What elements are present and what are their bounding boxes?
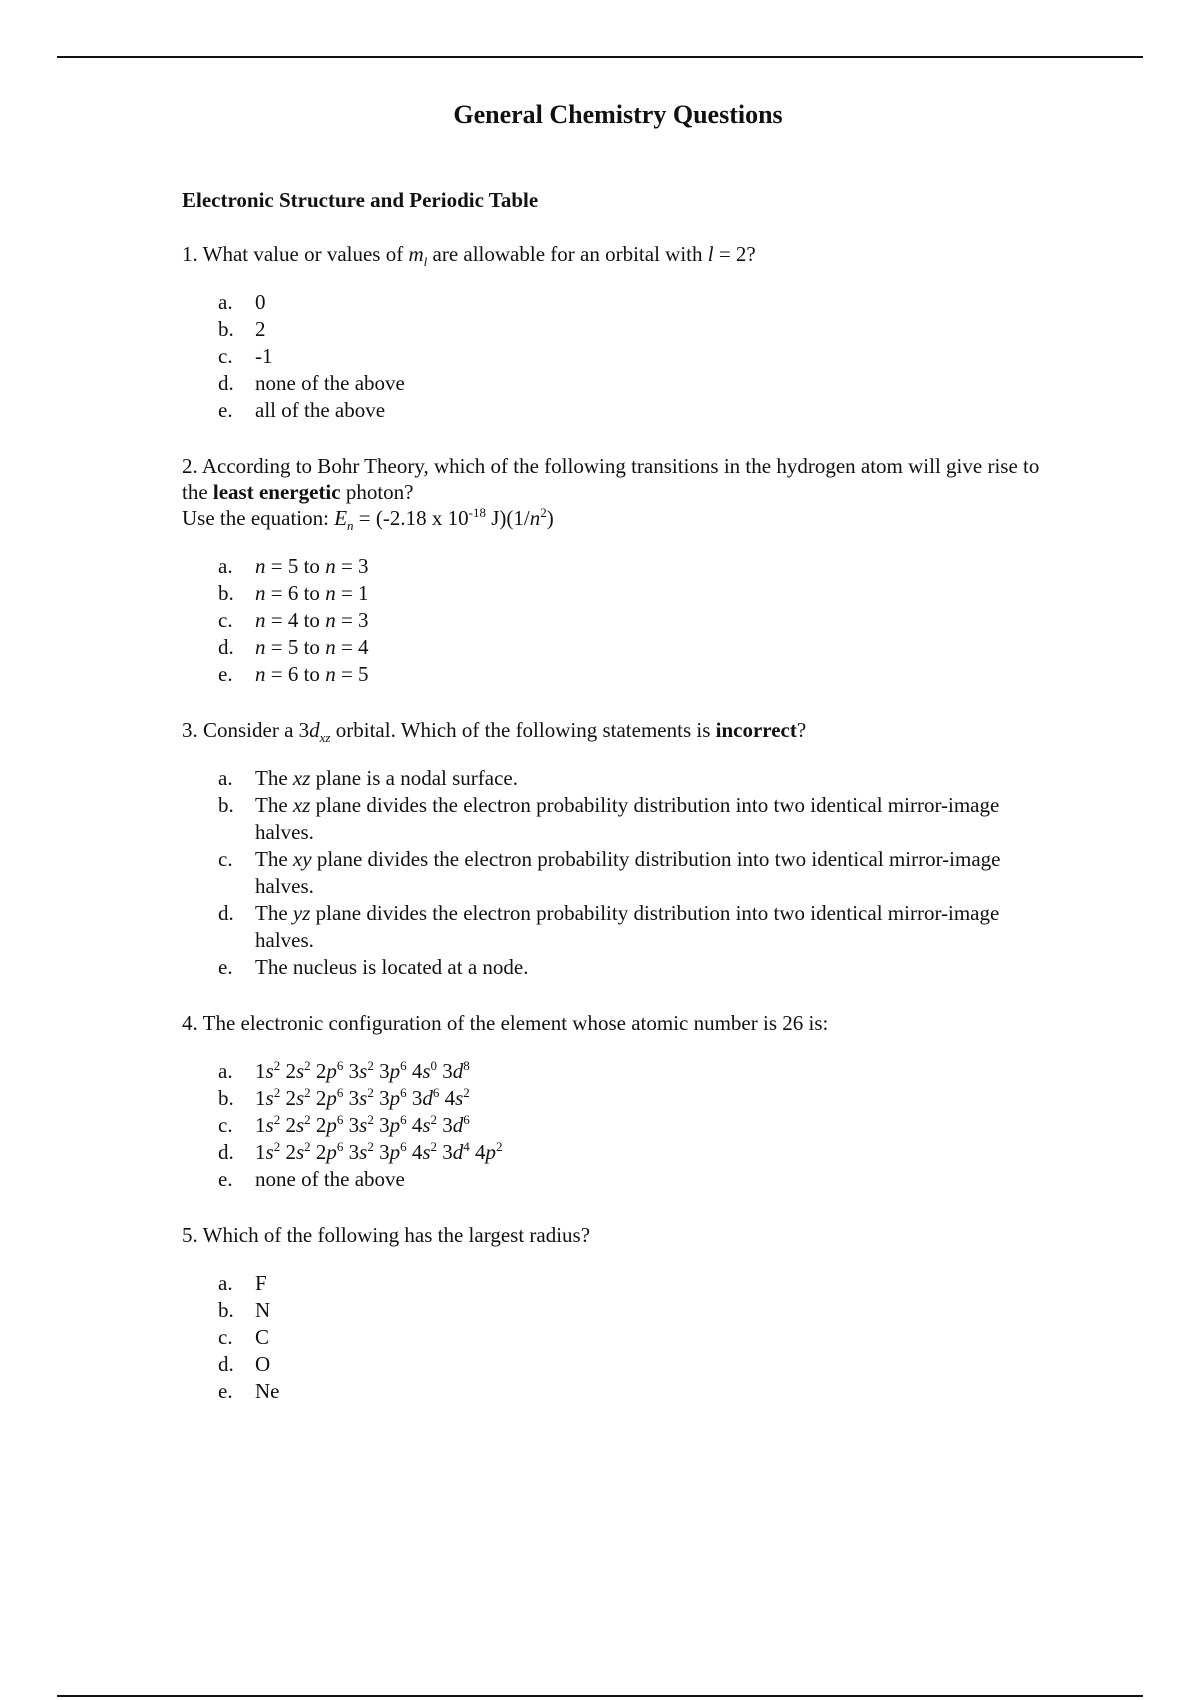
list-item: e. The nucleus is located at a node. [218, 955, 529, 979]
config-term: $3p^6$ [379, 1085, 407, 1110]
list-item: c. The xy plane divides the electron probability distribution into two identical mirror-image halves. [218, 847, 1001, 898]
config-term: $1s^2$ [255, 1139, 281, 1164]
question-2: 2. According to Bohr Theory, which of the following transitions in the hydrogen atom will give rise to the least energetic photon? Use the equation: $E_n = (-2.18$ x $10^{-18}$ $J)(1/n^2)$ [182, 454, 1040, 533]
question-4: 4. The electronic configuration of the element whose atomic number is 26 is: [182, 1011, 829, 1035]
electron-configuration [255, 1085, 1062, 1112]
list-item: e. none of the above [218, 1167, 405, 1191]
list-item: b. 2 [218, 317, 266, 341]
config-term: $1s^2$ [255, 1112, 281, 1137]
config-term: $3s^2$ [348, 1058, 374, 1083]
config-term: $3s^2$ [348, 1085, 374, 1110]
config-term: $3d^8$ [442, 1058, 470, 1083]
question-5-options [182, 1270, 1062, 1405]
page-title: General Chemistry Questions [453, 100, 783, 129]
electron-configuration [255, 1112, 1062, 1139]
question-4-options [182, 1058, 1062, 1193]
question-1-options [182, 289, 1062, 424]
config-term: $1s^2$ [255, 1085, 281, 1110]
document-body [182, 188, 1062, 1434]
list-item: b. The xz plane divides the electron probability distribution into two identical mirror-image halves. [218, 793, 1000, 844]
config-term: $2s^2$ [285, 1112, 311, 1137]
config-term: $2s^2$ [285, 1058, 311, 1083]
bottom-rule [57, 1695, 1143, 1697]
question-2-options [182, 553, 1062, 688]
list-item: d. none of the above [218, 371, 405, 395]
config-term: $4s^2$ [411, 1139, 437, 1164]
config-term: $4s^2$ [411, 1112, 437, 1137]
config-term: $3p^6$ [379, 1058, 407, 1083]
config-term: $2s^2$ [285, 1139, 311, 1164]
list-item: a. n = 5 to n = 3 [218, 554, 369, 578]
equation: Use the equation: $E_n = (-2.18$ x $10^{-18}$ $J)(1/n^2)$ [182, 505, 554, 533]
config-term: $3d^6$ [442, 1112, 470, 1137]
list-item: c. n = 4 to n = 3 [218, 608, 369, 632]
list-item: c. C [218, 1325, 270, 1349]
list-item: e. n = 6 to n = 5 [218, 662, 369, 686]
config-term: $1s^2$ [255, 1058, 281, 1083]
question-5: 5. Which of the following has the largest radius? [182, 1223, 591, 1247]
config-term: $3s^2$ [348, 1112, 374, 1137]
list-item: a. F [218, 1271, 267, 1295]
list-item: b. n = 6 to n = 1 [218, 581, 369, 605]
question-3-options [182, 765, 1062, 981]
config-term: $3p^6$ [379, 1139, 407, 1164]
list-item: e. Ne [218, 1379, 280, 1403]
electron-configuration [255, 1139, 1062, 1166]
top-rule [57, 56, 1143, 58]
list-item: b. N [218, 1298, 271, 1322]
config-term: $4s^0$ [411, 1058, 437, 1083]
config-term: $2p^6$ [315, 1058, 344, 1083]
list-item: a. 0 [218, 290, 266, 314]
section-title: Electronic Structure and Periodic Table [182, 188, 539, 212]
config-term: $3p^6$ [379, 1112, 407, 1137]
config-term: $4s^2$ [444, 1085, 470, 1110]
list-item: c. -1 [218, 344, 273, 368]
electron-configuration [255, 1058, 1062, 1085]
config-term: $3d^6$ [411, 1085, 440, 1110]
list-item: d. n = 5 to n = 4 [218, 635, 369, 659]
config-term: $4p^2$ [475, 1139, 503, 1164]
list-item: d. The yz plane divides the electron probability distribution into two identical mirror-image halves. [218, 901, 1000, 952]
list-item: a. The xz plane is a nodal surface. [218, 766, 518, 790]
config-term: $3d^4$ [442, 1139, 470, 1164]
list-item: e. all of the above [218, 398, 386, 422]
list-item: d. O [218, 1352, 271, 1376]
question-1: 1. What value or values of $m_l$ are allowable for an orbital with l = 2? [182, 242, 756, 269]
config-term: $2p^6$ [315, 1139, 344, 1164]
config-term: $3s^2$ [348, 1139, 374, 1164]
list-item: c. $1s^2$ $2s^2$ $2p^6$ $3s^2$ $3p^6$ $4s^2$ $3d^6$ [218, 1112, 1062, 1139]
config-term: $2p^6$ [315, 1112, 344, 1137]
question-3: 3. Consider a $3d_{xz}$ orbital. Which of the following statements is incorrect? [182, 718, 807, 745]
config-term: $2s^2$ [285, 1085, 311, 1110]
list-item: d. $1s^2$ $2s^2$ $2p^6$ $3s^2$ $3p^6$ $4s^2$ $3d^4$ $4p^2$ [218, 1139, 1062, 1166]
list-item: a. $1s^2$ $2s^2$ $2p^6$ $3s^2$ $3p^6$ $4s^0$ $3d^8$ [218, 1058, 1062, 1085]
config-term: $2p^6$ [315, 1085, 344, 1110]
list-item: b. $1s^2$ $2s^2$ $2p^6$ $3s^2$ $3p^6$ $3d^6$ $4s^2$ [218, 1085, 1062, 1112]
